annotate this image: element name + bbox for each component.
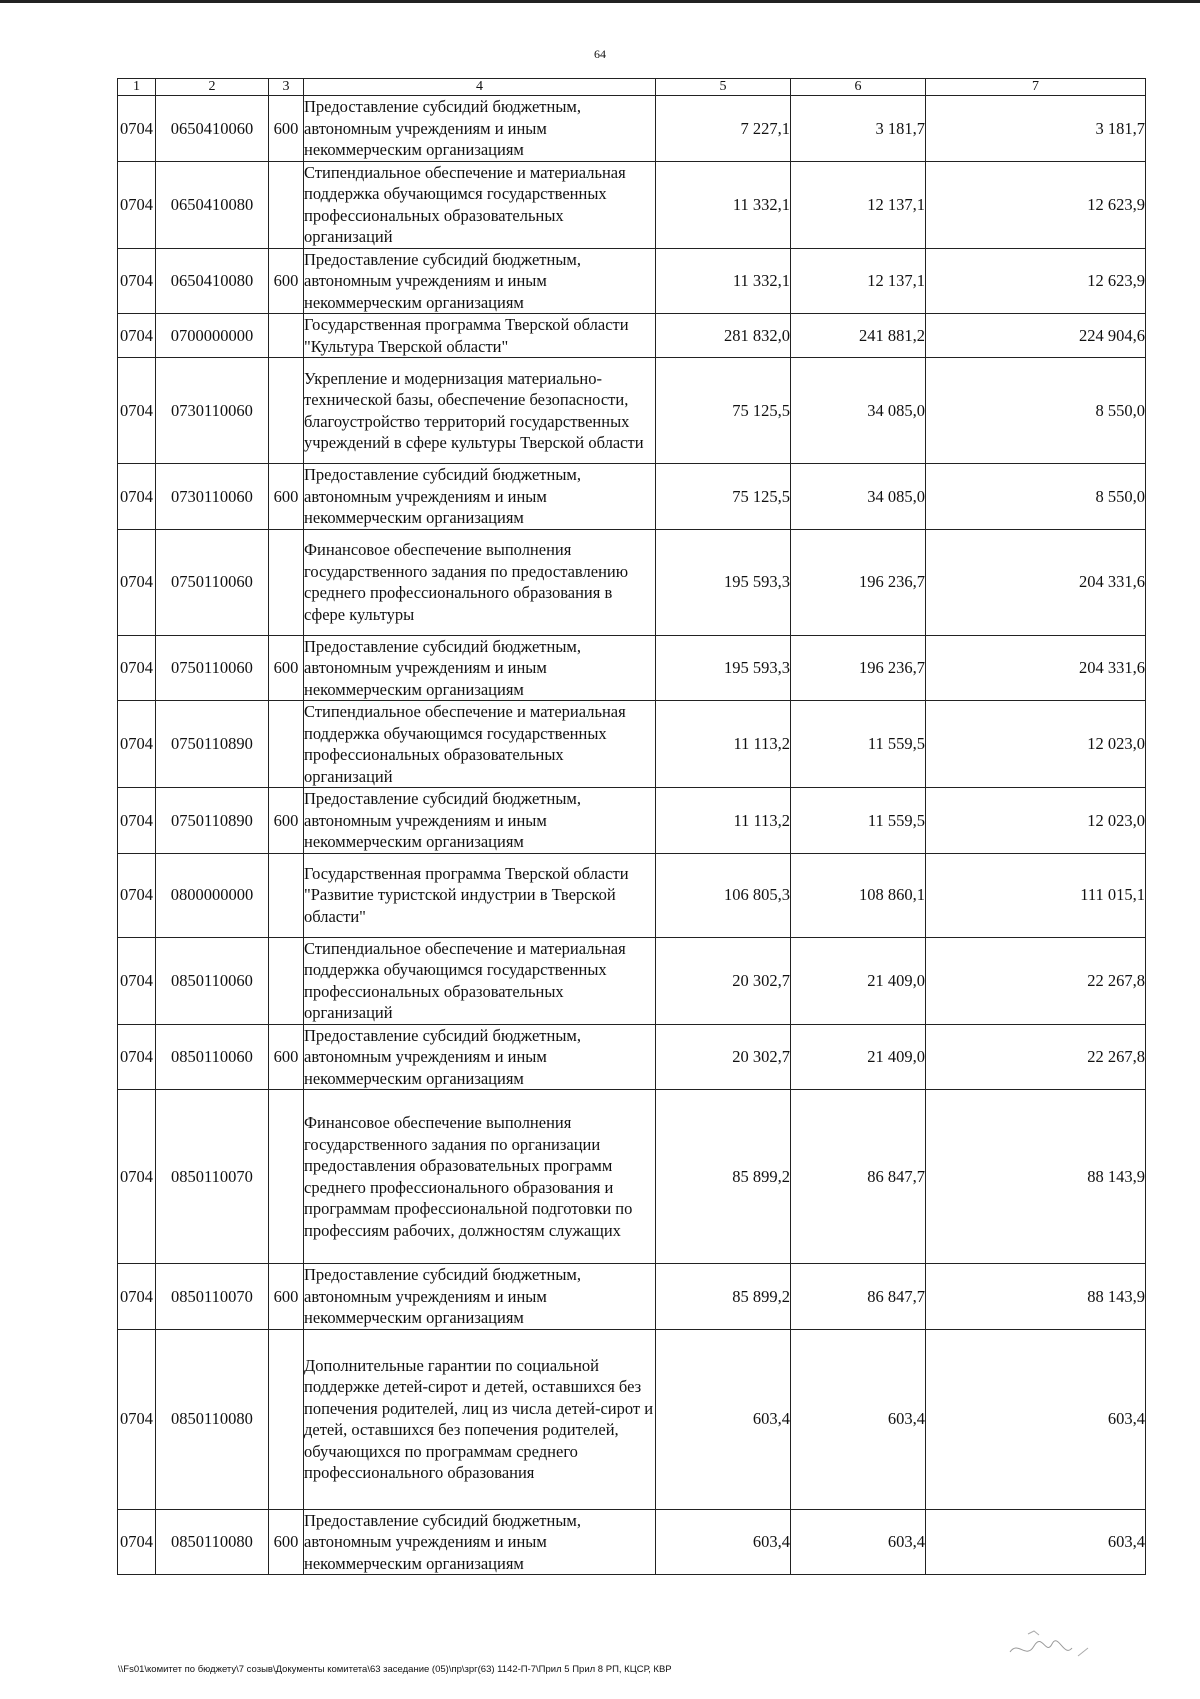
table-row [118, 937, 1146, 1024]
target-code-cell: 0730110060 [156, 358, 269, 464]
target-code-cell: 0750110060 [156, 635, 269, 701]
amount-year1-cell: 195 593,3 [656, 529, 791, 635]
amount-year2-cell: 21 409,0 [791, 937, 926, 1024]
table-row [118, 635, 1146, 701]
expense-type-cell: 600 [269, 1024, 304, 1090]
amount-year3-cell: 603,4 [926, 1509, 1146, 1575]
description-cell: Предоставление субсидий бюджетным, автономным учреждениям и иным некоммерческим организациям [304, 248, 656, 314]
expense-type-cell: 600 [269, 635, 304, 701]
amount-year3-cell: 603,4 [926, 1329, 1146, 1509]
amount-year2-cell: 21 409,0 [791, 1024, 926, 1090]
amount-year3-cell: 224 904,6 [926, 314, 1146, 358]
amount-year2-cell: 108 860,1 [791, 853, 926, 937]
section-code-cell: 0704 [118, 937, 156, 1024]
expense-type-cell [269, 314, 304, 358]
description-cell: Предоставление субсидий бюджетным, автономным учреждениям и иным некоммерческим организациям [304, 1264, 656, 1330]
description-cell: Предоставление субсидий бюджетным, автономным учреждениям и иным некоммерческим организациям [304, 464, 656, 530]
amount-year1-cell: 85 899,2 [656, 1264, 791, 1330]
expense-type-cell [269, 529, 304, 635]
description-cell: Государственная программа Тверской области "Развитие туристской индустрии в Тверской области" [304, 853, 656, 937]
amount-year1-cell: 106 805,3 [656, 853, 791, 937]
section-code-cell: 0704 [118, 529, 156, 635]
column-header: 2 [156, 79, 269, 96]
target-code-cell: 0750110890 [156, 701, 269, 788]
amount-year1-cell: 11 332,1 [656, 248, 791, 314]
expense-type-cell [269, 701, 304, 788]
section-code-cell: 0704 [118, 635, 156, 701]
table-row [118, 529, 1146, 635]
description-cell: Стипендиальное обеспечение и материальная поддержка обучающимся государственных профессиональных образовательных организаций [304, 701, 656, 788]
target-code-cell: 0650410060 [156, 96, 269, 162]
section-code-cell: 0704 [118, 314, 156, 358]
target-code-cell: 0750110890 [156, 788, 269, 854]
amount-year2-cell: 196 236,7 [791, 635, 926, 701]
target-code-cell: 0850110060 [156, 1024, 269, 1090]
column-header: 3 [269, 79, 304, 96]
description-cell: Предоставление субсидий бюджетным, автономным учреждениям и иным некоммерческим организациям [304, 635, 656, 701]
amount-year2-cell: 603,4 [791, 1509, 926, 1575]
table-row [118, 464, 1146, 530]
amount-year3-cell: 12 623,9 [926, 248, 1146, 314]
amount-year1-cell: 11 332,1 [656, 161, 791, 248]
target-code-cell: 0850110060 [156, 937, 269, 1024]
table-row [118, 161, 1146, 248]
amount-year1-cell: 20 302,7 [656, 937, 791, 1024]
target-code-cell: 0850110070 [156, 1264, 269, 1330]
expense-type-cell [269, 1329, 304, 1509]
amount-year3-cell: 12 623,9 [926, 161, 1146, 248]
column-header: 4 [304, 79, 656, 96]
description-cell: Стипендиальное обеспечение и материальная поддержка обучающимся государственных профессиональных образовательных организаций [304, 937, 656, 1024]
amount-year3-cell: 22 267,8 [926, 937, 1146, 1024]
page-number: 64 [594, 47, 606, 61]
column-header: 7 [926, 79, 1146, 96]
expense-type-cell: 600 [269, 96, 304, 162]
section-code-cell: 0704 [118, 1509, 156, 1575]
section-code-cell: 0704 [118, 1024, 156, 1090]
amount-year1-cell: 7 227,1 [656, 96, 791, 162]
description-cell: Дополнительные гарантии по социальной поддержке детей-сирот и детей, оставшихся без попечения родителей, лиц из числа детей-сирот и детей, оставшихся без попечения родителей, обучающихся по программам среднего профессионального образования [304, 1329, 656, 1509]
amount-year2-cell: 34 085,0 [791, 358, 926, 464]
table-row [118, 1509, 1146, 1575]
table-row [118, 788, 1146, 854]
description-cell: Стипендиальное обеспечение и материальная поддержка обучающимся государственных профессиональных образовательных организаций [304, 161, 656, 248]
section-code-cell: 0704 [118, 161, 156, 248]
target-code-cell: 0850110070 [156, 1090, 269, 1264]
amount-year2-cell: 196 236,7 [791, 529, 926, 635]
table-body [118, 96, 1146, 1575]
table-row [118, 358, 1146, 464]
footer-file-path: \\Fs01\комитет по бюджету\7 созыв\Документы комитета\63 заседание (05)\пр\зрг(63) 1142-П-7\Прил 5 Прил 8 РП, КЦСР, КВР [118, 1664, 672, 1675]
section-code-cell: 0704 [118, 1329, 156, 1509]
section-code-cell: 0704 [118, 701, 156, 788]
table-row [118, 1090, 1146, 1264]
column-header: 5 [656, 79, 791, 96]
target-code-cell: 0800000000 [156, 853, 269, 937]
expense-type-cell: 600 [269, 788, 304, 854]
amount-year2-cell: 86 847,7 [791, 1090, 926, 1264]
amount-year3-cell: 88 143,9 [926, 1090, 1146, 1264]
expense-type-cell [269, 853, 304, 937]
amount-year3-cell: 12 023,0 [926, 788, 1146, 854]
table-row [118, 248, 1146, 314]
description-cell: Финансовое обеспечение выполнения государственного задания по организации предоставления образовательных программ среднего профессионального образования и программам профессиональной подготовки по профессиям рабочих, должностям служащих [304, 1090, 656, 1264]
target-code-cell: 0750110060 [156, 529, 269, 635]
target-code-cell: 0650410080 [156, 248, 269, 314]
table-row [118, 701, 1146, 788]
amount-year2-cell: 241 881,2 [791, 314, 926, 358]
amount-year2-cell: 11 559,5 [791, 788, 926, 854]
description-cell: Государственная программа Тверской области "Культура Тверской области" [304, 314, 656, 358]
budget-table [117, 78, 1146, 1575]
table-row [118, 1264, 1146, 1330]
amount-year2-cell: 34 085,0 [791, 464, 926, 530]
table-row [118, 1329, 1146, 1509]
amount-year3-cell: 22 267,8 [926, 1024, 1146, 1090]
column-number-header-row [118, 79, 1146, 96]
top-border-line [0, 0, 1200, 3]
amount-year1-cell: 281 832,0 [656, 314, 791, 358]
section-code-cell: 0704 [118, 853, 156, 937]
amount-year1-cell: 195 593,3 [656, 635, 791, 701]
expense-type-cell: 600 [269, 464, 304, 530]
section-code-cell: 0704 [118, 248, 156, 314]
amount-year3-cell: 12 023,0 [926, 701, 1146, 788]
target-code-cell: 0850110080 [156, 1509, 269, 1575]
column-header: 1 [118, 79, 156, 96]
amount-year2-cell: 11 559,5 [791, 701, 926, 788]
amount-year2-cell: 12 137,1 [791, 161, 926, 248]
amount-year3-cell: 8 550,0 [926, 464, 1146, 530]
description-cell: Предоставление субсидий бюджетным, автономным учреждениям и иным некоммерческим организациям [304, 1509, 656, 1575]
table-row [118, 853, 1146, 937]
description-cell: Предоставление субсидий бюджетным, автономным учреждениям и иным некоммерческим организациям [304, 96, 656, 162]
description-cell: Укрепление и модернизация материально-технической базы, обеспечение безопасности, благоустройство территорий государственных учреждений в сфере культуры Тверской области [304, 358, 656, 464]
amount-year1-cell: 603,4 [656, 1509, 791, 1575]
column-header: 6 [791, 79, 926, 96]
expense-type-cell [269, 937, 304, 1024]
expense-type-cell [269, 358, 304, 464]
amount-year2-cell: 12 137,1 [791, 248, 926, 314]
amount-year3-cell: 204 331,6 [926, 635, 1146, 701]
section-code-cell: 0704 [118, 96, 156, 162]
signature-scribble [1000, 1622, 1100, 1667]
description-cell: Предоставление субсидий бюджетным, автономным учреждениям и иным некоммерческим организациям [304, 788, 656, 854]
amount-year2-cell: 86 847,7 [791, 1264, 926, 1330]
amount-year3-cell: 111 015,1 [926, 853, 1146, 937]
amount-year3-cell: 88 143,9 [926, 1264, 1146, 1330]
expense-type-cell: 600 [269, 248, 304, 314]
amount-year3-cell: 3 181,7 [926, 96, 1146, 162]
table-row [118, 96, 1146, 162]
amount-year1-cell: 603,4 [656, 1329, 791, 1509]
description-cell: Предоставление субсидий бюджетным, автономным учреждениям и иным некоммерческим организациям [304, 1024, 656, 1090]
amount-year1-cell: 75 125,5 [656, 358, 791, 464]
target-code-cell: 0730110060 [156, 464, 269, 530]
expense-type-cell [269, 161, 304, 248]
section-code-cell: 0704 [118, 358, 156, 464]
description-cell: Финансовое обеспечение выполнения государственного задания по предоставлению среднего профессионального образования в сфере культуры [304, 529, 656, 635]
target-code-cell: 0700000000 [156, 314, 269, 358]
amount-year1-cell: 75 125,5 [656, 464, 791, 530]
section-code-cell: 0704 [118, 788, 156, 854]
amount-year2-cell: 3 181,7 [791, 96, 926, 162]
amount-year1-cell: 85 899,2 [656, 1090, 791, 1264]
table-row [118, 314, 1146, 358]
target-code-cell: 0650410080 [156, 161, 269, 248]
section-code-cell: 0704 [118, 1090, 156, 1264]
amount-year3-cell: 204 331,6 [926, 529, 1146, 635]
expense-type-cell [269, 1090, 304, 1264]
expense-type-cell: 600 [269, 1264, 304, 1330]
amount-year3-cell: 8 550,0 [926, 358, 1146, 464]
amount-year2-cell: 603,4 [791, 1329, 926, 1509]
target-code-cell: 0850110080 [156, 1329, 269, 1509]
amount-year1-cell: 11 113,2 [656, 701, 791, 788]
amount-year1-cell: 20 302,7 [656, 1024, 791, 1090]
amount-year1-cell: 11 113,2 [656, 788, 791, 854]
section-code-cell: 0704 [118, 464, 156, 530]
section-code-cell: 0704 [118, 1264, 156, 1330]
expense-type-cell: 600 [269, 1509, 304, 1575]
table-row [118, 1024, 1146, 1090]
